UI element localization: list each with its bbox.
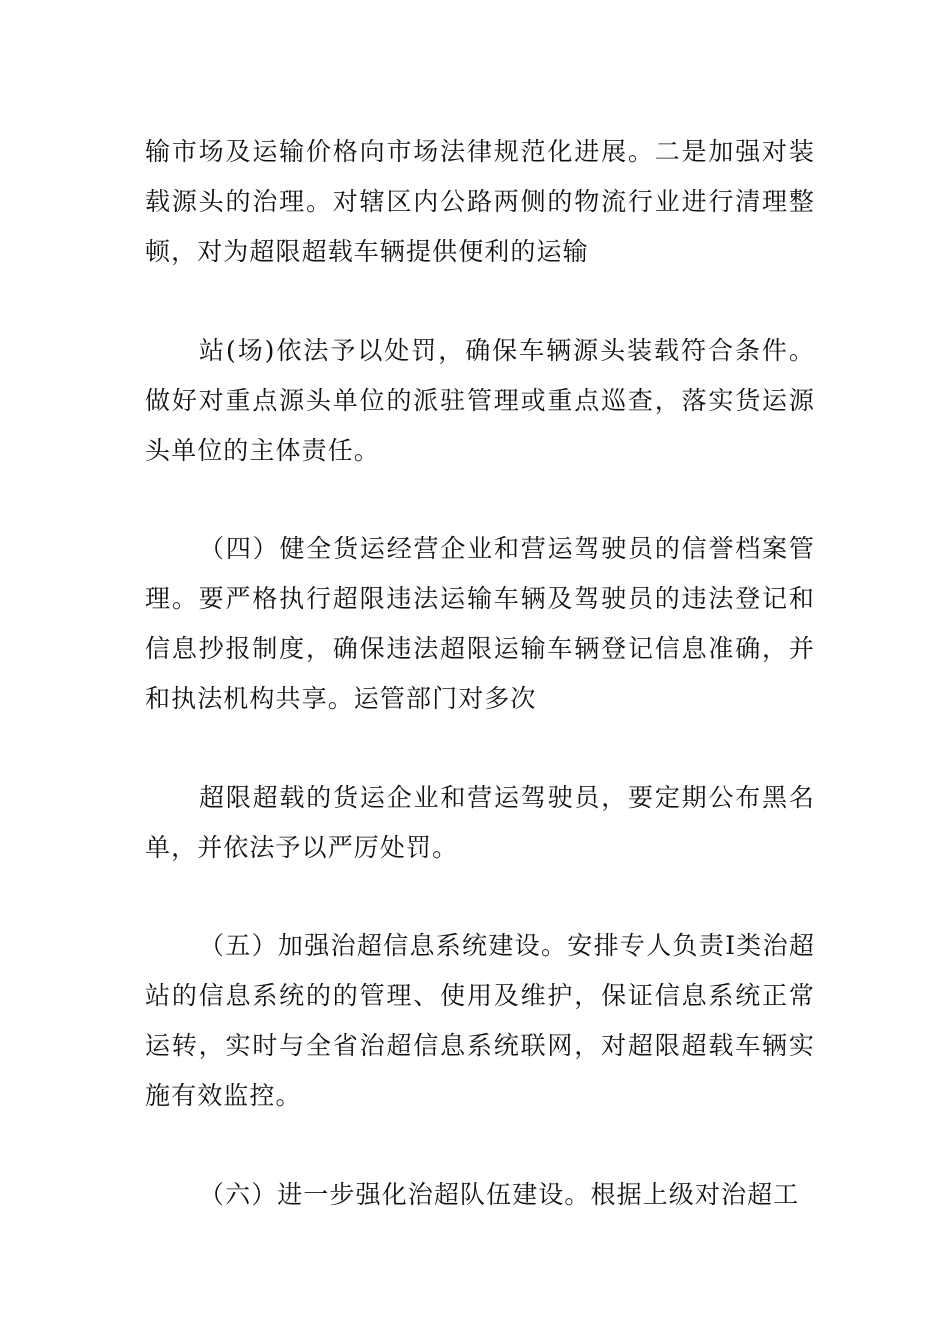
paragraph-1: 输市场及运输价格向市场法律规范化进展。二是加强对装载源头的治理。对辖区内公路两侧的物流行业进行清理整顿，对为超限超载车辆提供便利的运输 [145, 137, 815, 266]
paragraph-5: （五）加强治超信息系统建设。安排专人负责Ⅰ类治超站的信息系统的的管理、使用及维护，保证信息系统正常运转，实时与全省治超信息系统联网，对超限超载车辆实施有效监控。 [145, 931, 815, 1110]
paragraph-2: 站(场)依法予以处罚，确保车辆源头装载符合条件。做好对重点源头单位的派驻管理或重点巡查，落实货运源头单位的主体责任。 [145, 336, 815, 465]
paragraph-3: （四）健全货运经营企业和营运驾驶员的信誉档案管理。要严格执行超限违法运输车辆及驾驶员的违法登记和信息抄报制度，确保违法超限运输车辆登记信息准确，并和执法机构共享。运管部门对多次 [145, 534, 815, 713]
paragraph-6: （六）进一步强化治超队伍建设。根据上级对治超工 [199, 1180, 800, 1209]
paragraph-4: 超限超载的货运企业和营运驾驶员，要定期公布黑名单，并依法予以严厉处罚。 [145, 783, 815, 862]
